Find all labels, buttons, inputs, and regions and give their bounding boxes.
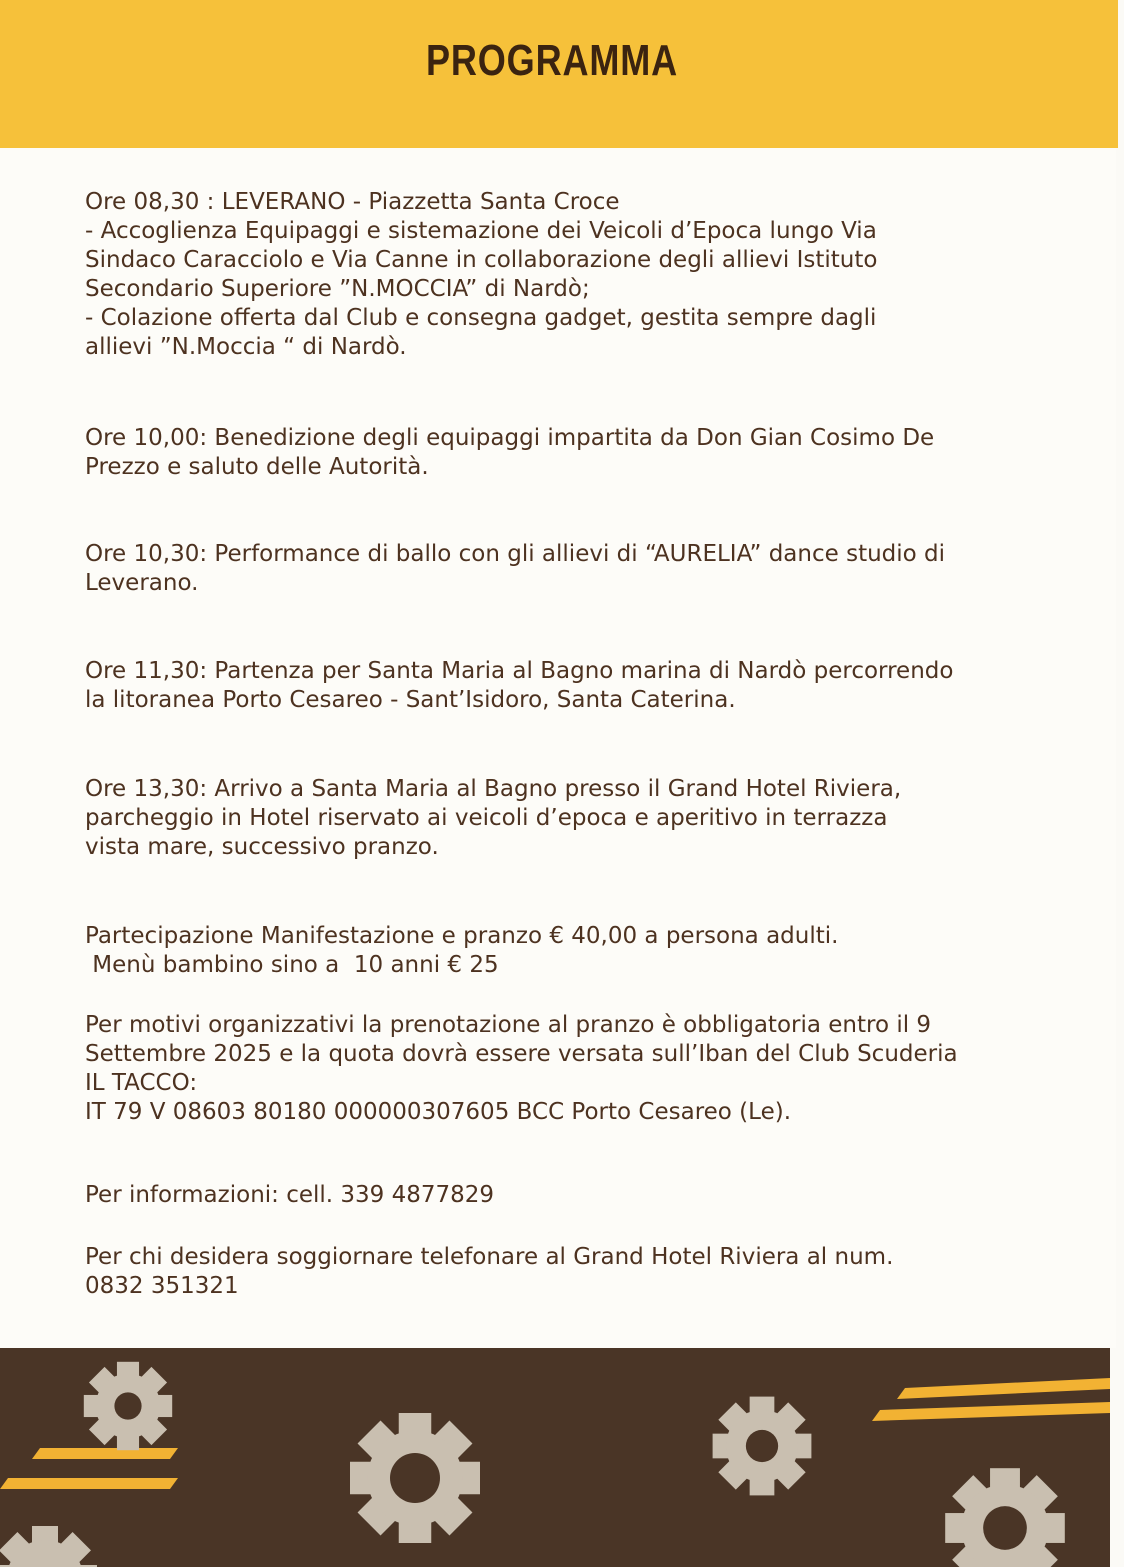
text-line: Ore 10,00: Benedizione degli equipaggi impartita da Don Gian Cosimo De xyxy=(85,425,935,451)
stripe xyxy=(897,1378,1110,1399)
stripe xyxy=(872,1402,1110,1421)
text-line: la litoranea Porto Cesareo - Sant’Isidoro, Santa Caterina. xyxy=(85,687,736,713)
footer-decoration xyxy=(0,1348,1110,1567)
gear-icon xyxy=(945,1468,1065,1567)
text-line: - Colazione offerta dal Club e consegna gadget, gestita sempre dagli xyxy=(85,305,877,331)
program-item-1330 xyxy=(85,775,1050,862)
reservation-block xyxy=(85,1011,1050,1127)
text-line: - Accoglienza Equipaggi e sistemazione dei Veicoli d’Epoca lungo Via xyxy=(85,218,877,244)
stripe xyxy=(32,1448,178,1459)
iban-line: IT 79 V 08603 80180 000000307605 BCC Porto Cesareo (Le). xyxy=(85,1099,792,1125)
phone-line: Per informazioni: cell. 339 4877829 xyxy=(85,1182,495,1208)
text-line: Per motivi organizzativi la prenotazione al pranzo è obbligatoria entro il 9 xyxy=(85,1012,932,1038)
text-line: Settembre 2025 e la quota dovrà essere versata sull’Iban del Club Scuderia xyxy=(85,1041,958,1067)
text-line: Ore 13,30: Arrivo a Santa Maria al Bagno presso il Grand Hotel Riviera, xyxy=(85,776,902,802)
text-line: Sindaco Caracciolo e Via Canne in collaborazione degli allievi Istituto xyxy=(85,247,878,273)
stripe xyxy=(0,1478,178,1489)
text-line: parcheggio in Hotel riservato ai veicoli d’epoca e aperitivo in terrazza xyxy=(85,805,888,831)
footer-band xyxy=(0,1348,1110,1567)
program-item-1000 xyxy=(85,424,1050,482)
pricing-block xyxy=(85,922,1050,980)
gear-icon xyxy=(0,1526,97,1567)
text-line: Per chi desidera soggiornare telefonare al Grand Hotel Riviera al num. xyxy=(85,1244,894,1270)
text-line: Prezzo e saluto delle Autorità. xyxy=(85,454,429,480)
program-item-1130 xyxy=(85,657,1050,715)
text-line: Ore 11,30: Partenza per Santa Maria al Bagno marina di Nardò percorrendo xyxy=(85,658,954,684)
text-line: 0832 351321 xyxy=(85,1273,239,1299)
program-item-0830 xyxy=(85,188,1050,362)
text-line: Menù bambino sino a 10 anni € 25 xyxy=(85,952,499,978)
text-line: Secondario Superiore ”N.MOCCIA” di Nardò; xyxy=(85,276,590,302)
text-line: Ore 10,30: Performance di ballo con gli allievi di “AURELIA” dance studio di xyxy=(85,541,946,567)
stripe-group-right xyxy=(872,1378,1110,1421)
gear-icon xyxy=(84,1362,172,1450)
header-band xyxy=(0,0,1118,148)
gear-icon xyxy=(350,1413,480,1543)
text-line: vista mare, successivo pranzo. xyxy=(85,834,439,860)
gear-icon xyxy=(713,1397,812,1496)
text-line: Partecipazione Manifestazione e pranzo € 40,00 a persona adulti. xyxy=(85,923,839,949)
stripe-group-left xyxy=(0,1448,178,1489)
text-line: allievi ”N.Moccia “ di Nardò. xyxy=(85,334,407,360)
text-line: Leverano. xyxy=(85,570,199,596)
text-line: Ore 08,30 : LEVERANO - Piazzetta Santa Croce xyxy=(85,189,620,215)
hotel-block xyxy=(85,1243,1050,1301)
info-block xyxy=(85,1181,1050,1210)
program-item-1030 xyxy=(85,540,1050,598)
text-line: IL TACCO: xyxy=(85,1070,198,1096)
page-title: PROGRAMMA xyxy=(426,36,678,85)
